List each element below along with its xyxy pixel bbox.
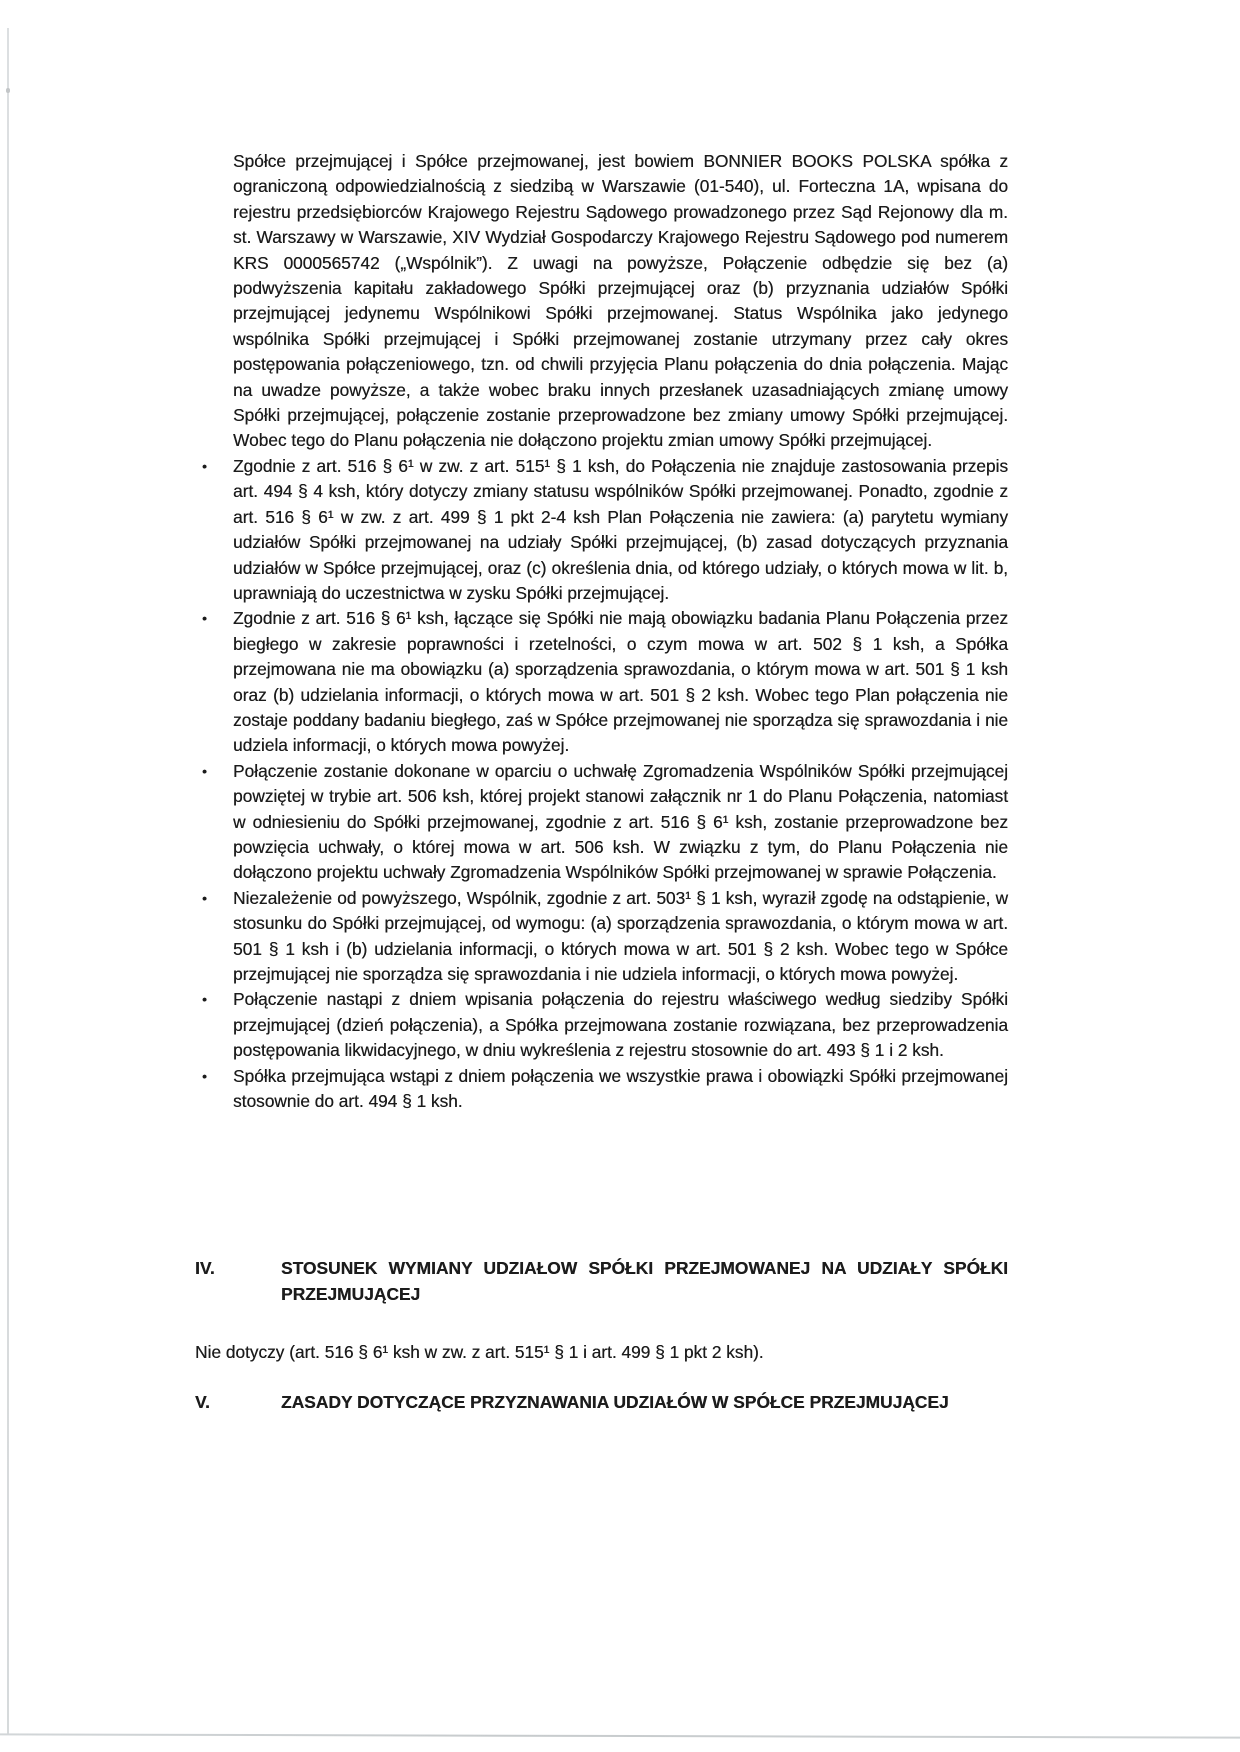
bullet-item (195, 886, 1010, 988)
section-heading-iv (195, 1255, 1010, 1307)
bullet-marker-icon: • (202, 610, 207, 627)
section-title: STOSUNEK WYMIANY UDZIAŁOW SPÓŁKI PRZEJMOWANEJ NA UDZIAŁY SPÓŁKI PRZEJMUJĄCEJ (281, 1258, 1008, 1305)
bullet-marker-icon: • (202, 1067, 207, 1084)
section-heading-v (195, 1389, 1010, 1415)
bullet-marker-icon: • (202, 889, 207, 906)
scan-edge-left (7, 28, 9, 1734)
bullet-text: Połączenie zostanie dokonane w oparciu o uchwałę Zgromadzenia Wspólników Spółki przejmującej powziętej w trybie art. 506 ksh, której projekt stanowi załącznik nr 1 do Planu Połączenia, natomiast w odniesieniu do Spółki przejmowanej, zgodnie z art. 516 § 6¹ ksh, zostanie przeprowadzone bez powzięcia uchwały, o której mowa w art. 506 ksh. W związku z tym, do Planu Połączenia nie dołączono projektu uchwały Zgromadzenia Wspólników Spółki przejmowanej w sprawie Połączenia. (233, 760, 1008, 883)
bullet-text: Spółka przejmująca wstąpi z dniem połączenia we wszystkie prawa i obowiązki Spółki przejmowanej stosownie do art. 494 § 1 ksh. (233, 1065, 1008, 1112)
bullet-text: Zgodnie z art. 516 § 6¹ ksh, łączące się Spółki nie mają obowiązku badania Planu Połączenia przez biegłego w zakresie poprawności i rzetelności, o czym mowa w art. 502 § 1 ksh, a Spółka przejmowana nie ma obowiązku (a) sporządzenia sprawozdania, o którym mowa w art. 501 § 1 ksh oraz (b) udzielania informacji, o których mowa w art. 501 § 2 ksh. Wobec tego Plan połączenia nie zostaje poddany badaniu biegłego, zaś w Spółce przejmowanej nie sporządza się sprawozdania i nie udziela informacji, o których mowa powyżej. (233, 608, 1008, 756)
bullet-text: Połączenie nastąpi z dniem wpisania połączenia do rejestru właściwego według siedziby Spółki przejmującej (dzień połączenia), a Spółka przejmowana zostanie rozwiązana, bez przeprowadzenia postępowania likwidacyjnego, w dniu wykreślenia z rejestru stosownie do art. 493 § 1 i 2 ksh. (233, 989, 1008, 1061)
bullet-marker-icon: • (202, 991, 207, 1008)
bullet-item (195, 759, 1010, 886)
bullet-marker-icon: • (202, 762, 207, 779)
bullet-item (195, 987, 1010, 1063)
scan-edge-bottom (0, 1733, 1240, 1738)
bullet-item (195, 606, 1010, 758)
bullet-text: Niezależenie od powyższego, Wspólnik, zgodnie z art. 503¹ § 1 ksh, wyraził zgodę na odstąpienie, w stosunku do Spółki przejmującej, od wymogu: (a) sporządzenia sprawozdania, o którym mowa w art. 501 § 1 ksh i (b) udzielania informacji, o których mowa w art. 501 § 2 ksh. Wobec tego w Spółce przejmującej nie sporządza się sprawozdania i nie udziela informacji, o których mowa powyżej. (233, 887, 1008, 984)
bullet-text: Zgodnie z art. 516 § 6¹ w zw. z art. 515¹ § 1 ksh, do Połączenia nie znajduje zastosowania przepis art. 494 § 4 ksh, który dotyczy zmiany statusu wspólników Spółki przejmowanej. Ponadto, zgodnie z art. 516 § 6¹ w zw. z art. 499 § 1 pkt 2-4 ksh Plan Połączenia nie zawiera: (a) parytetu wymiany udziałów Spółki przejmowanej na udziały Spółki przejmującej, (b) zasad dotyczących przyznania udziałów w Spółce przejmującej, oraz (c) określenia dnia, od którego udziały, o których mowa w lit. b, uprawniają do uczestnictwa w zysku Spółki przejmującej. (233, 455, 1008, 603)
intro-paragraph: Spółce przejmującej i Spółce przejmowanej, jest bowiem BONNIER BOOKS POLSKA spółka z ograniczoną odpowiedzialnością z siedzibą w Warszawie (01-540), ul. Forteczna 1A, wpisana do rejestru przedsiębiorców Krajowego Rejestru Sądowego prowadzonego przez Sąd Rejonowy dla m. st. Warszawy w Warszawie, XIV Wydział Gospodarczy Krajowego Rejestru Sądowego pod numerem KRS 0000565742 („Wspólnik”). Z uwagi na powyższe, Połączenie odbędzie się bez (a) podwyższenia kapitału zakładowego Spółki przejmującej oraz (b) przyznania udziałów Spółki przejmującej jedynemu Wspólnikowi Spółki przejmowanej. Status Wspólnika jako jedynego wspólnika Spółki przejmującej i Spółki przejmowanej zostanie utrzymany przez cały okres postępowania połączeniowego, tzn. od chwili przyjęcia Planu połączenia do dnia połączenia. Mając na uwadze powyższe, a także wobec braku innych przesłanek uzasadniających zmianę umowy Spółki przejmującej, połączenie zostanie przeprowadzone bez zmiany umowy Spółki przejmującej. Wobec tego do Planu połączenia nie dołączono projektu zmian umowy Spółki przejmującej. (233, 151, 1008, 451)
bullet-item (195, 1064, 1010, 1115)
bullet-list (195, 454, 1010, 1115)
scan-speck (6, 88, 10, 93)
document-body (195, 149, 1010, 1415)
section-title: ZASADY DOTYCZĄCE PRZYZNAWANIA UDZIAŁÓW W SPÓŁCE PRZEJMUJĄCEJ (281, 1391, 949, 1412)
bullet-marker-icon: • (202, 457, 207, 474)
section-numeral: IV. (195, 1258, 215, 1279)
bullet-item (195, 454, 1010, 606)
not-applicable-line: Nie dotyczy (art. 516 § 6¹ ksh w zw. z art. 515¹ § 1 i art. 499 § 1 pkt 2 ksh). (195, 1342, 764, 1363)
section-numeral: V. (195, 1391, 210, 1412)
